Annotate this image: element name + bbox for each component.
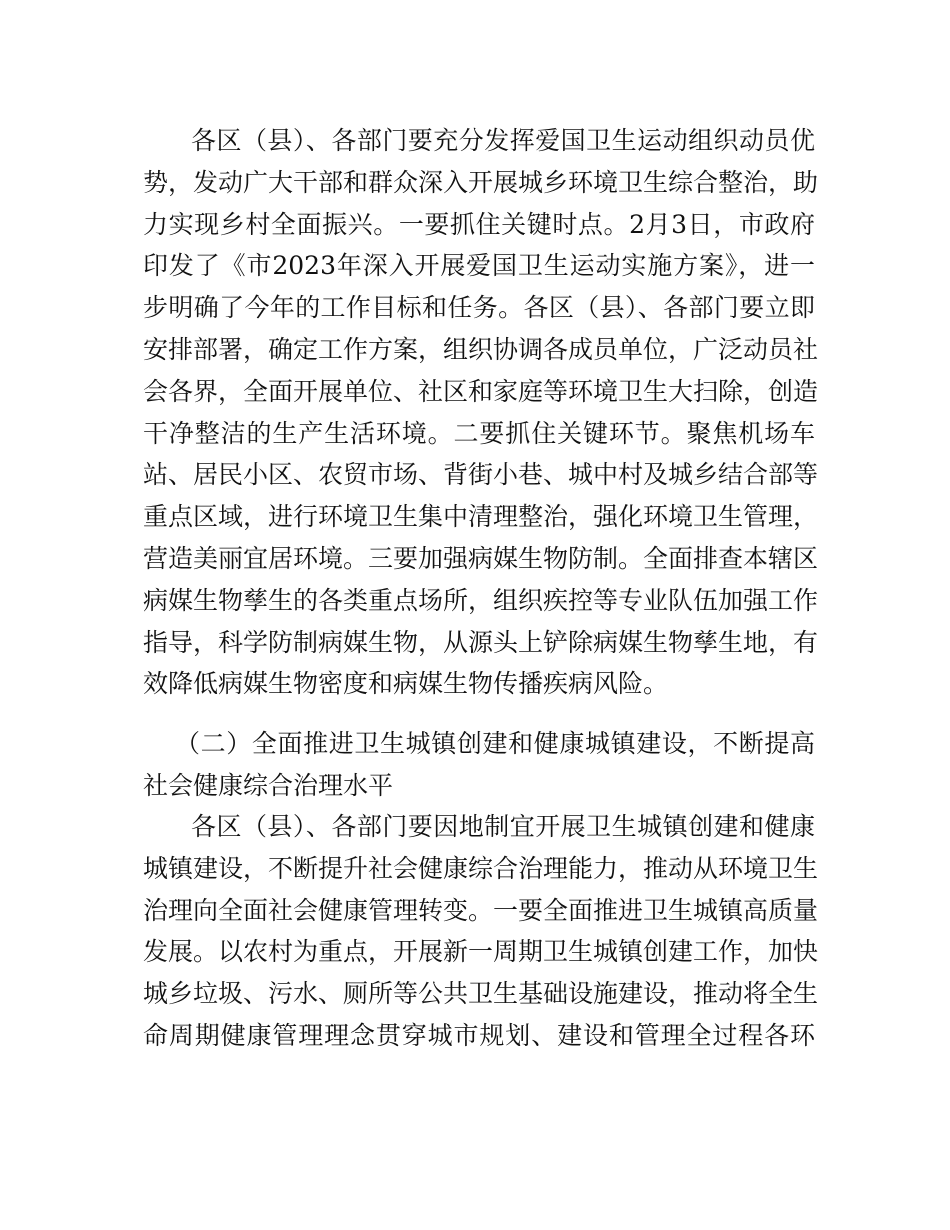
paragraph-line: 步明确了今年的工作目标和任务。各区（县）、各部门要立即 [143,293,815,323]
paragraph-line: 印发了《市2023年深入开展爱国卫生运动实施方案》，进一 [143,251,815,281]
paragraph-line: 城镇建设，不断提升社会健康综合治理能力，推动从环境卫生 [143,853,819,883]
paragraph-line: 效降低病媒生物密度和病媒生物传播疾病风险。 [143,669,669,699]
paragraph-line: 各区（县）、各部门要因地制宜开展卫生城镇创建和健康 [191,812,815,841]
paragraph-line: 各区（县）、各部门要充分发挥爱国卫生运动组织动员优 [191,126,815,155]
paragraph-line: 城乡垃圾、污水、厕所等公共卫生基础设施建设，推动将全生 [143,979,819,1009]
section-heading-2 [143,723,815,807]
heading-line: 社会健康综合治理水平 [143,770,394,800]
paragraph-line: 站、居民小区、农贸市场、背街小巷、城中村及城乡结合部等 [143,460,819,490]
paragraph-line: 安排部署，确定工作方案，组织协调各成员单位，广泛动员社 [143,334,819,364]
paragraph-line: 干净整洁的生产生活环境。二要抓住关键环节。聚焦机场车 [143,418,815,448]
paragraph-line: 发展。以农村为重点，开展新一周期卫生城镇创建工作，加快 [143,937,819,967]
paragraph-line: 营造美丽宜居环境。三要加强病媒生物防制。全面排查本辖区 [143,543,819,573]
paragraph-line: 病媒生物孳生的各类重点场所，组织疾控等专业队伍加强工作 [143,585,819,615]
paragraph-line: 势，发动广大干部和群众深入开展城乡环境卫生综合整治，助 [143,167,819,197]
paragraph-line: 重点区域，进行环境卫生集中清理整治，强化环境卫生管理， [143,502,819,532]
body-paragraph-3 [143,806,819,1057]
paragraph-line: 指导，科学防制病媒生物，从源头上铲除病媒生物孳生地，有 [143,627,819,657]
paragraph-line: 治理向全面社会健康管理转变。一要全面推进卫生城镇高质量 [143,895,819,925]
heading-line: （二）全面推进卫生城镇创建和健康城镇建设，不断提高 [175,729,815,758]
body-paragraph-1 [143,120,819,705]
paragraph-line: 力实现乡村全面振兴。一要抓住关键时点。2月3日，市政府 [143,209,815,239]
paragraph-line: 命周期健康管理理念贯穿城市规划、建设和管理全过程各环 [143,1020,815,1050]
paragraph-line: 会各界，全面开展单位、社区和家庭等环境卫生大扫除，创造 [143,376,819,406]
